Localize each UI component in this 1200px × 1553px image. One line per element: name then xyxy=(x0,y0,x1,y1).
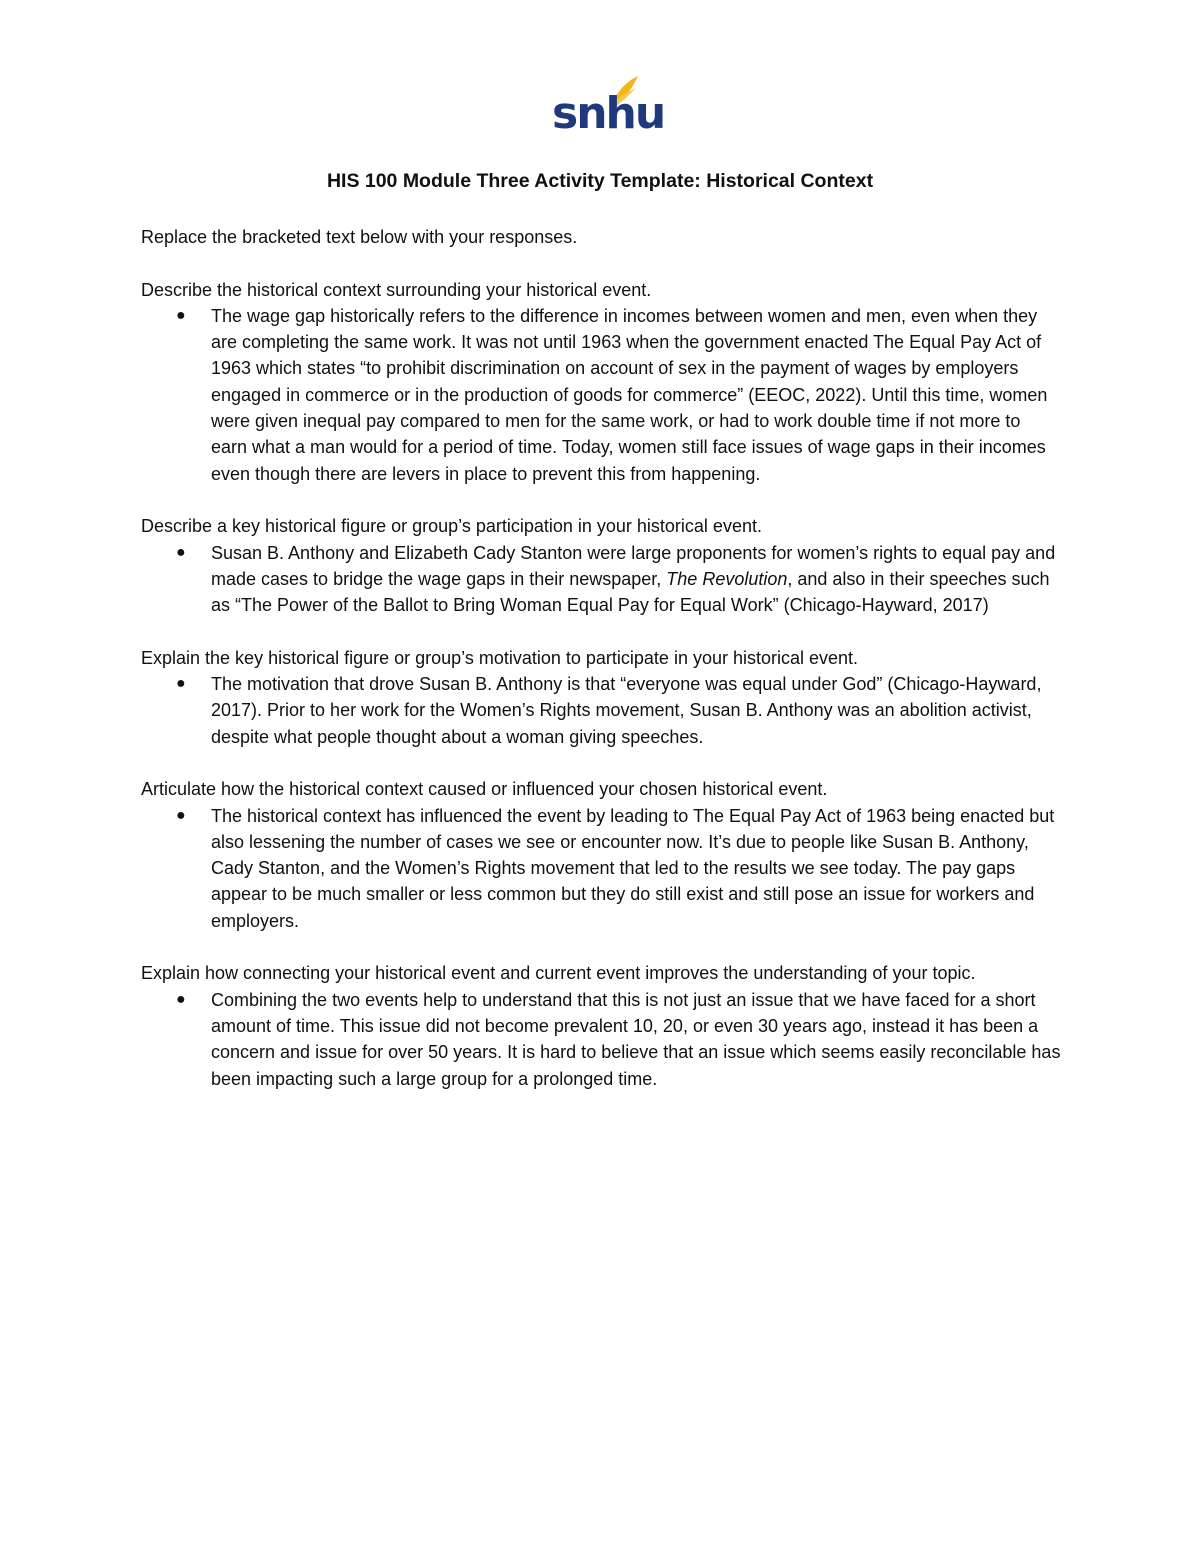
page-title: HIS 100 Module Three Activity Template: Historical Context xyxy=(326,170,874,192)
section-prompt: Describe a key historical figure or group’s participation in your historical event. xyxy=(141,516,762,537)
section-prompt: Describe the historical context surrounding your historical event. xyxy=(141,279,652,300)
instruction-text: Replace the bracketed text below with your responses. xyxy=(141,227,578,247)
answer-text: The wage gap historically refers to the difference in incomes between women and men, even when they are completing the same work. It was not until 1963 when the government enacted The Equal Pay Act of 1963 which states “to prohibit discrimination on account of sex in the payment of wages by employers engaged in commerce or in the production of goods for commerce” (EEOC, 2022). Until this time, women were given inequal pay compared to men for the same work, or had to work double time if not more to earn what a man would for a period of time. Today, women still face issues of wage gaps in their incomes even though there are levers in place to prevent this from happening. xyxy=(211,305,1048,484)
answer-text: , and also in their speeches such as “The Power of the Ballot to Bring Woman Equal Pay for Equal Work” (Chicago-Hayward, 2017) xyxy=(211,568,1050,616)
answer-text: Combining the two events help to understand that this is not just an issue that we have faced for a short amount of time. This issue did not become prevalent 10, 20, or even 30 years ago, instead it has been a concern and issue for over 50 years. It is hard to believe that an issue which seems easily reconcilable has been impacting such a large group for a prolonged time. xyxy=(211,989,1061,1089)
bullet-icon: ● xyxy=(176,806,186,824)
bullet-icon: ● xyxy=(176,675,186,693)
newspaper-title: The Revolution xyxy=(666,568,788,589)
document-body xyxy=(141,224,1061,1092)
answer-list-item xyxy=(141,987,1061,1092)
answer-list-item xyxy=(141,540,1061,619)
section-prompt: Explain the key historical figure or group’s motivation to participate in your historical event. xyxy=(141,647,859,668)
logo-text: snhu xyxy=(552,88,665,139)
section-prompt: Explain how connecting your historical event and current event improves the understanding of your topic. xyxy=(141,963,976,984)
answer-text: The historical context has influenced the event by leading to The Equal Pay Act of 1963 being enacted but also lessening the number of cases we see or encounter now. It’s due to people like Susan B. Anthony, Cady Stanton, and the Women’s Rights movement that led to the results we see today. The pay gaps appear to be much smaller or less common but they do still exist and still pose an issue for workers and employers. xyxy=(211,805,1055,931)
section-prompt: Articulate how the historical context caused or influenced your chosen historical event. xyxy=(141,779,828,800)
bullet-icon: ● xyxy=(176,543,186,561)
answer-text: The motivation that drove Susan B. Anthony is that “everyone was equal under God” (Chicago-Hayward, 2017). Prior to her work for the Women’s Rights movement, Susan B. Anthony was an abolition activist, despite what people thought about a woman giving speeches. xyxy=(211,674,1042,747)
bullet-icon: ● xyxy=(176,990,186,1008)
answer-list-item xyxy=(141,803,1061,934)
snhu-logo xyxy=(552,72,665,139)
answer-text: Susan B. Anthony and Elizabeth Cady Stanton were large proponents for women’s rights to equal pay and made cases to bridge the wage gaps in their newspaper, xyxy=(211,542,1056,589)
answer-list-item xyxy=(141,671,1061,750)
answer-list-item xyxy=(141,303,1061,487)
bullet-icon: ● xyxy=(176,306,186,324)
